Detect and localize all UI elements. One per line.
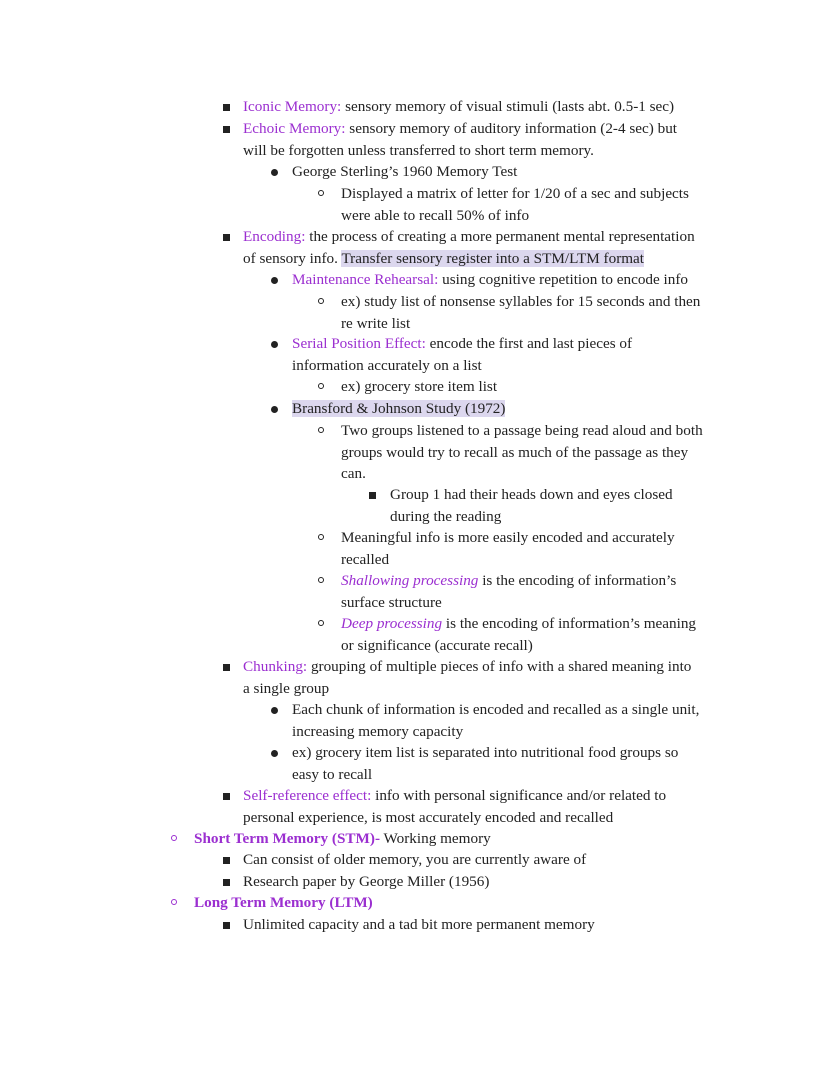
- item-continuation: recalled: [341, 550, 390, 568]
- item-continuation: re write list: [341, 314, 411, 332]
- term: Self-reference effect:: [243, 787, 372, 804]
- item-text: ex) grocery item list is separated into nutritional food groups so: [292, 744, 679, 761]
- highlighted-text: Bransford & Johnson Study (1972): [292, 400, 506, 417]
- term: Encoding:: [243, 228, 306, 245]
- item-continuation: or significance (accurate recall): [341, 636, 533, 654]
- item-text: Research paper by George Miller (1956): [243, 873, 490, 890]
- term: Maintenance Rehearsal:: [292, 271, 439, 288]
- square-bullet-icon: [223, 126, 230, 133]
- item-continuation: increasing memory capacity: [292, 722, 464, 740]
- item-continuation: can.: [341, 465, 366, 483]
- list-item: [243, 914, 595, 936]
- list-item: [243, 849, 586, 871]
- section-heading: Short Term Memory (STM)-: [194, 830, 381, 847]
- item-text: George Sterling’s 1960 Memory Test: [292, 163, 518, 180]
- list-item: [243, 96, 674, 118]
- list-item: [194, 892, 373, 914]
- item-continuation: will be forgotten unless transferred to short term memory.: [243, 141, 594, 159]
- circle-bullet-icon: [318, 190, 324, 196]
- circle-bullet-icon: [318, 620, 324, 626]
- list-item: [243, 226, 695, 269]
- item-continuation: of sensory info.: [243, 249, 342, 267]
- circle-bullet-icon: [318, 383, 324, 389]
- list-item: [292, 333, 632, 376]
- term: Chunking:: [243, 658, 308, 675]
- list-item: [194, 828, 491, 850]
- item-text: ex) grocery store item list: [341, 378, 498, 395]
- item-continuation: surface structure: [341, 593, 442, 611]
- item-text: is the encoding of information’s: [478, 572, 677, 589]
- item-text: sensory memory of auditory information (2-4 sec) but: [345, 120, 678, 137]
- item-text: info with personal significance and/or related to: [371, 787, 667, 804]
- term: Iconic Memory:: [243, 98, 342, 115]
- square-bullet-icon: [223, 879, 230, 886]
- circle-bullet-icon: [171, 835, 177, 841]
- item-continuation: easy to recall: [292, 765, 373, 783]
- item-text: Can consist of older memory, you are currently aware of: [243, 851, 587, 868]
- term: Serial Position Effect:: [292, 335, 426, 352]
- list-item: [243, 656, 691, 699]
- item-continuation: information accurately on a list: [292, 356, 482, 374]
- circle-bullet-icon: [318, 427, 324, 433]
- list-item: [292, 269, 688, 291]
- item-text: Displayed a matrix of letter for 1/20 of a sec and subjects: [341, 185, 689, 202]
- dot-bullet-icon: [271, 750, 278, 757]
- item-text: is the encoding of information’s meaning: [442, 615, 697, 632]
- dot-bullet-icon: [271, 277, 278, 284]
- term: Echoic Memory:: [243, 120, 346, 137]
- item-text: Working memory: [380, 830, 491, 847]
- list-item: [390, 484, 673, 527]
- item-text: using cognitive repetition to encode info: [438, 271, 689, 288]
- item-text: the process of creating a more permanent mental representation: [305, 228, 695, 245]
- circle-bullet-icon: [318, 577, 324, 583]
- item-continuation: during the reading: [390, 507, 502, 525]
- list-item: [341, 376, 497, 398]
- item-text: Group 1 had their heads down and eyes closed: [390, 486, 673, 503]
- square-bullet-icon: [223, 857, 230, 864]
- item-text: Two groups listened to a passage being read aloud and both: [341, 422, 703, 439]
- dot-bullet-icon: [271, 707, 278, 714]
- item-text: encode the first and last pieces of: [425, 335, 633, 352]
- term: Deep processing: [341, 615, 443, 632]
- item-text: Unlimited capacity and a tad bit more permanent memory: [243, 916, 595, 933]
- circle-bullet-icon: [171, 899, 177, 905]
- list-item: [341, 291, 700, 334]
- item-text: Each chunk of information is encoded and recalled as a single unit,: [292, 701, 700, 718]
- list-item: [341, 570, 676, 613]
- square-bullet-icon: [223, 793, 230, 800]
- list-item: [292, 161, 517, 183]
- section-heading: Long Term Memory (LTM): [194, 894, 373, 911]
- list-item: [341, 183, 689, 226]
- highlighted-text: Transfer sensory register into a STM/LTM format: [341, 249, 645, 267]
- list-item: [341, 420, 703, 485]
- list-item: [292, 742, 678, 785]
- dot-bullet-icon: [271, 341, 278, 348]
- list-item: [243, 785, 666, 828]
- square-bullet-icon: [223, 664, 230, 671]
- item-continuation: a single group: [243, 679, 330, 697]
- square-bullet-icon: [369, 492, 376, 499]
- item-text: Meaningful info is more easily encoded and accurately: [341, 529, 675, 546]
- item-continuation: groups would try to recall as much of the passage as they: [341, 443, 689, 461]
- list-item: [292, 398, 505, 420]
- item-text: grouping of multiple pieces of info with a shared meaning into: [307, 658, 692, 675]
- list-item: [243, 118, 677, 161]
- term: Shallowing processing: [341, 572, 479, 589]
- list-item: [341, 527, 675, 570]
- list-item: [243, 871, 489, 893]
- dot-bullet-icon: [271, 406, 278, 413]
- square-bullet-icon: [223, 922, 230, 929]
- list-item: [341, 613, 696, 656]
- square-bullet-icon: [223, 104, 230, 111]
- dot-bullet-icon: [271, 169, 278, 176]
- list-item: [292, 699, 699, 742]
- item-continuation: were able to recall 50% of info: [341, 206, 530, 224]
- circle-bullet-icon: [318, 298, 324, 304]
- item-text: sensory memory of visual stimuli (lasts abt. 0.5-1 sec): [341, 98, 675, 115]
- item-text: ex) study list of nonsense syllables for 15 seconds and then: [341, 293, 701, 310]
- square-bullet-icon: [223, 234, 230, 241]
- circle-bullet-icon: [318, 534, 324, 540]
- item-continuation: personal experience, is most accurately encoded and recalled: [243, 808, 614, 826]
